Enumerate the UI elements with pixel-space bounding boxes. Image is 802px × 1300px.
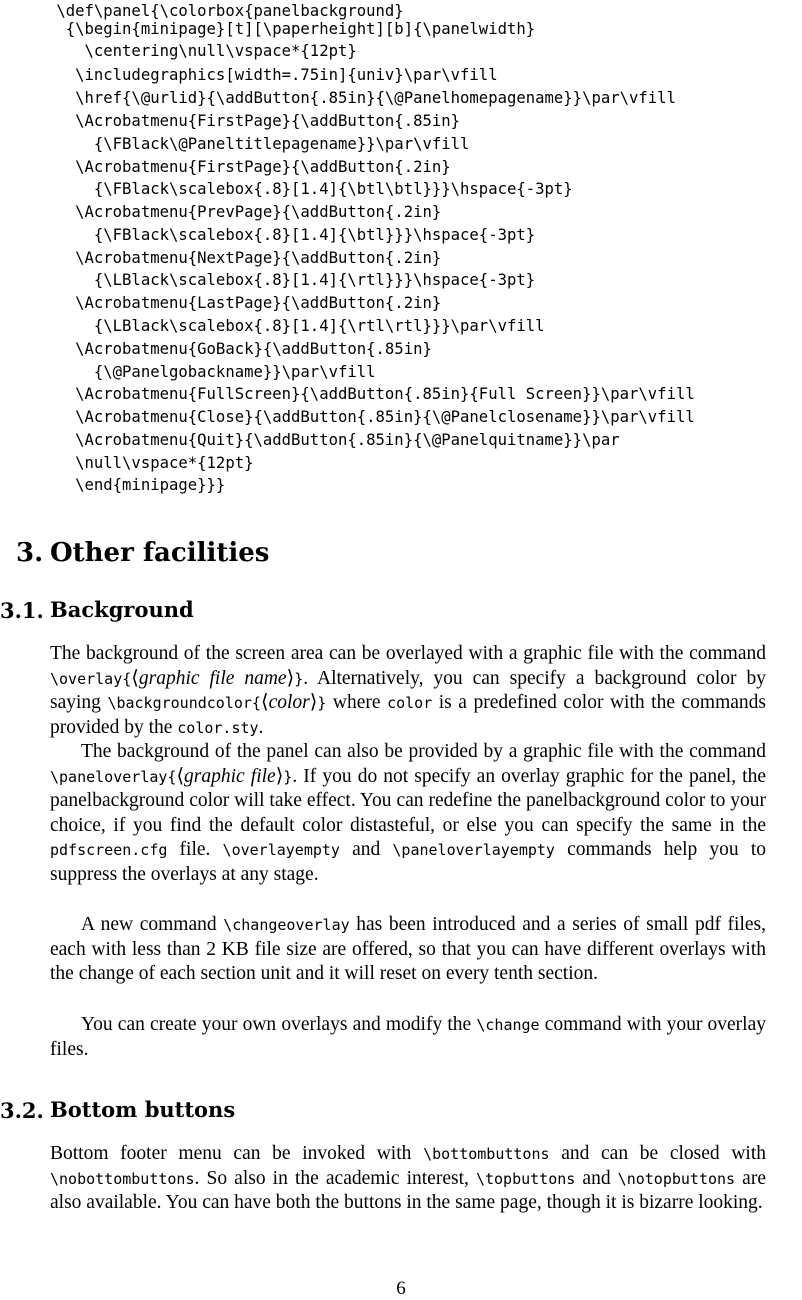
page-number: 6 (396, 1278, 406, 1299)
text: . Alternatively, you can specify a background color by saying (50, 667, 766, 713)
code-inline: } (317, 694, 327, 712)
paragraph-bottom-buttons (50, 1142, 766, 1216)
code-inline: } (294, 669, 304, 688)
code-line: \Acrobatmenu{Quit}{\addButton{.85in}{\@Panelquitname}}\par (0, 431, 620, 449)
code-line: \centering\null\vspace*{12pt} (0, 42, 357, 60)
code-inline: \nobottombuttons (50, 1169, 195, 1188)
code-line: {\begin{minipage}[t][\paperheight][b]{\panelwidth} (0, 20, 536, 38)
code-line: \Acrobatmenu{PrevPage}{\addButton{.2in} (0, 203, 442, 221)
text: command with your overlay files. (50, 1014, 766, 1060)
code-line: {\@Panelgobackname}}\par\vfill (0, 363, 376, 381)
italic-text: graphic file name (138, 667, 287, 689)
text: . (258, 716, 264, 738)
code-line: {\FBlack\scalebox{.8}[1.4]{\btl}}}\hspace{-3pt} (0, 226, 536, 244)
code-line: \href{\@urlid}{\addButton{.85in}{\@Panelhomepagename}}\par\vfill (0, 89, 676, 107)
code-inline: \paneloverlay{ (50, 767, 177, 786)
code-inline: \backgroundcolor{ (107, 694, 261, 712)
paragraph-background-3 (50, 913, 766, 987)
code-inline: \overlay{ (50, 669, 132, 688)
text: has been introduced and a series of small pdf files, each with less than 2 KB file size are offered, so that you can have different overlays with the change of each section unit and it will reset on every tenth section. (50, 914, 766, 984)
text: ⟩ (309, 692, 318, 713)
code-line: \Acrobatmenu{FirstPage}{\addButton{.2in} (0, 158, 451, 176)
text: . So also in the academic interest, (194, 1167, 476, 1189)
paragraph-background-1 (50, 642, 766, 740)
code-line: \Acrobatmenu{FullScreen}{\addButton{.85in}{Full Screen}}\par\vfill (0, 385, 695, 403)
text: is a predefined color with the commands provided by the (50, 692, 766, 738)
text: . If you do not specify an overlay graphic for the panel, the panelbackground color will take effect. You can redefine the panelbackground color to your choice, if you find the default color distasteful, or else you can specify the same in the (50, 765, 766, 836)
code-line: \Acrobatmenu{FirstPage}{\addButton{.85in} (0, 112, 461, 130)
text: and can be closed with (549, 1143, 766, 1164)
code-inline: \change (476, 1016, 540, 1034)
code-inline: color.sty (177, 718, 259, 737)
code-line: {\FBlack\@Paneltitlepagename}}\par\vfill (0, 135, 470, 153)
code-line: {\LBlack\scalebox{.8}[1.4]{\rtl}}}\hspace{-3pt} (0, 271, 536, 289)
paragraph-background-2 (50, 740, 766, 887)
text: You can create your own overlays and modify the (81, 1014, 477, 1035)
code-line: \end{minipage}}} (0, 476, 226, 494)
code-line: \Acrobatmenu{LastPage}{\addButton{.2in} (0, 294, 442, 312)
code-inline: \bottombuttons (423, 1145, 550, 1163)
text: ⟨ (176, 765, 185, 787)
section-number: 3. (16, 538, 44, 568)
code-line: \null\vspace*{12pt} (0, 454, 254, 472)
code-line: \Acrobatmenu{NextPage}{\addButton{.2in} (0, 249, 442, 267)
italic-text: color (268, 692, 310, 713)
text: The background of the panel can also be provided by a graphic file with the command (81, 741, 766, 762)
text: ⟩ (275, 765, 284, 787)
section-title: Other facilities (50, 538, 270, 568)
italic-text: graphic file (184, 765, 276, 787)
text: file. (167, 839, 223, 860)
text: A new command (81, 914, 224, 935)
text: ⟨ (131, 667, 139, 689)
text: where (326, 692, 388, 713)
subsection-title-bottom-buttons: Bottom buttons (50, 1097, 236, 1122)
code-inline: \topbuttons (475, 1169, 576, 1188)
code-line: \Acrobatmenu{GoBack}{\addButton{.85in} (0, 340, 432, 358)
text: and (339, 839, 393, 860)
subsection-title-background: Background (50, 597, 194, 622)
text: ⟨ (260, 692, 269, 713)
subsection-number: 3.2. (0, 1098, 44, 1123)
code-inline: \paneloverlayempty (392, 841, 555, 859)
paragraph-background-4 (50, 1013, 766, 1062)
text: Bottom footer menu can be invoked with (50, 1143, 424, 1164)
code-line: \def\panel{\colorbox{panelbackground} (0, 2, 404, 20)
code-inline: \notopbuttons (617, 1169, 736, 1188)
code-line: \includegraphics[width=.75in]{univ}\par\vfill (0, 66, 498, 84)
text: ⟩ (286, 667, 295, 689)
code-inline: \overlayempty (222, 841, 340, 859)
code-line: {\LBlack\scalebox{.8}[1.4]{\rtl\rtl}}}\par\vfill (0, 317, 545, 335)
text: The background of the screen area can be overlayed with a graphic file with the command (50, 643, 766, 664)
text: and (575, 1167, 618, 1189)
subsection-number: 3.1. (0, 598, 44, 623)
code-line: \Acrobatmenu{Close}{\addButton{.85in}{\@Panelclosename}}\par\vfill (0, 408, 695, 426)
code-line: {\FBlack\scalebox{.8}[1.4]{\btl\btl}}}\hspace{-3pt} (0, 180, 573, 198)
text: commands help you to suppress the overlays at any stage. (50, 839, 766, 885)
code-inline: pdfscreen.cfg (50, 841, 168, 859)
code-inline: color (387, 694, 433, 712)
text: are also available. You can have both the buttons in the same page, though it is bizarre looking. (50, 1167, 766, 1213)
code-inline: } (283, 767, 293, 786)
code-inline: \changeoverlay (223, 916, 350, 934)
